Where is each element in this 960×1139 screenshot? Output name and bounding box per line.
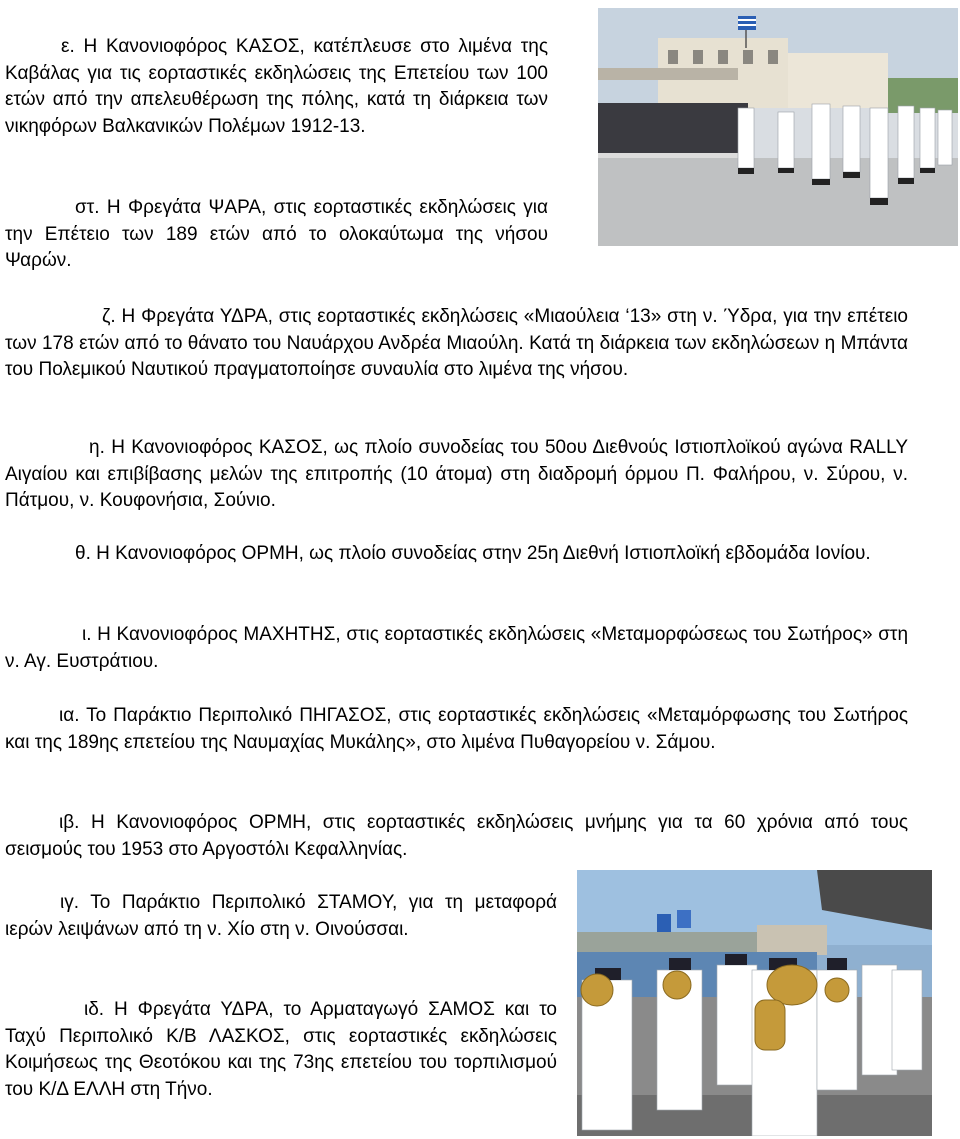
paragraph-st <box>5 195 548 275</box>
text-ia: Το Παράκτιο Περιπολικό ΠΗΓΑΣΟΣ, στις εορταστικές εκδηλώσεις «Μεταμόρφωσης του Σωτήρος και της 189ης επετείου της Ναυμαχίας Μυκάλης», στο λιμένα Πυθαγορείου ν. Σάμου. <box>5 705 908 753</box>
marker-h: η. <box>89 437 105 458</box>
paragraph-h <box>5 435 908 515</box>
paragraph-th <box>5 541 908 568</box>
parade-photo <box>598 8 958 246</box>
marker-ia: ια. <box>59 705 80 726</box>
paragraph-ib <box>5 810 908 863</box>
text-ib: Η Κανονιοφόρος ΟΡΜΗ, στις εορταστικές εκδηλώσεις μνήμης για τα 60 χρόνια από τους σεισμούς του 1953 στο Αργοστόλι Κεφαλληνίας. <box>5 812 908 860</box>
marker-ig: ιγ. <box>60 892 79 913</box>
paragraph-id <box>5 997 557 1103</box>
marker-z: ζ. <box>102 306 116 327</box>
paragraph-ia <box>5 703 908 756</box>
text-z: Η Φρεγάτα ΥΔΡΑ, στις εορταστικές εκδηλώσεις «Μιαούλεια ‘13» στη ν. Ύδρα, για την επέτειο των 178 ετών από το θάνατο του Ναυάρχου Ανδρέα Μιαούλη. Κατά τη διάρκεια των εκδηλώσεων η Μπάντα του Πολεμικού Ναυτικού πραγματοποίησε συναυλία στο λιμένα της νήσου. <box>5 306 909 380</box>
text-id: Η Φρεγάτα ΥΔΡΑ, το Αρματαγωγό ΣΑΜΟΣ και το Ταχύ Περιπολικό Κ/Β ΛΑΣΚΟΣ, στις εορταστικές εκδηλώσεις Κοιμήσεως της Θεοτόκου και της 73ης επετείου του τορπιλισμού του Κ/Δ ΕΛΛΗ στη Τήνο. <box>5 999 558 1100</box>
navy-band-photo <box>577 870 932 1136</box>
marker-th: θ. <box>75 543 91 564</box>
marker-id: ιδ. <box>84 999 105 1020</box>
marker-e: ε. <box>61 36 75 57</box>
paragraph-e <box>5 34 548 140</box>
text-st: Η Φρεγάτα ΨΑΡΑ, στις εορταστικές εκδηλώσεις για την Επέτειο των 189 ετών από το ολοκαύτωμα της νήσου Ψαρών. <box>5 197 549 271</box>
text-e: Η Κανονιοφόρος ΚΑΣΟΣ, κατέπλευσε στο λιμένα της Καβάλας για τις εορταστικές εκδηλώσεις της Επετείου των 100 ετών από την απελευθέρωση της πόλης, κατά τη διάρκεια των νικηφόρων Βαλκανικών Πολέμων 1912-13. <box>5 36 549 137</box>
paragraph-z <box>5 304 908 384</box>
marker-ib: ιβ. <box>59 812 80 833</box>
marker-i: ι. <box>82 624 92 645</box>
paragraph-ig <box>5 890 557 943</box>
text-th: Η Κανονιοφόρος ΟΡΜΗ, ως πλοίο συνοδείας στην 25η Διεθνή Ιστιοπλοϊκή εβδομάδα Ιονίου. <box>96 543 871 564</box>
text-h: Η Κανονιοφόρος ΚΑΣΟΣ, ως πλοίο συνοδείας του 50ου Διεθνούς Ιστιοπλοϊκού αγώνα RALLY Αιγαίου και επιβίβασης μελών της επιτροπής (10 άτομα) στη διαδρομή όρμου Π. Φαλήρου, ν. Σύρου, ν. Πάτμου, ν. Κουφονήσια, Σούνιο. <box>5 437 908 511</box>
text-ig: Το Παράκτιο Περιπολικό ΣΤΑΜΟΥ, για τη μεταφορά ιερών λειψάνων από τη ν. Χίο στη ν. Οινούσσαι. <box>5 892 557 940</box>
text-i: Η Κανονιοφόρος ΜΑΧΗΤΗΣ, στις εορταστικές εκδηλώσεις «Μεταμορφώσεως του Σωτήρος» στη ν. Αγ. Ευστράτιου. <box>5 624 909 672</box>
paragraph-i <box>5 622 908 675</box>
marker-st: στ. <box>75 197 100 218</box>
